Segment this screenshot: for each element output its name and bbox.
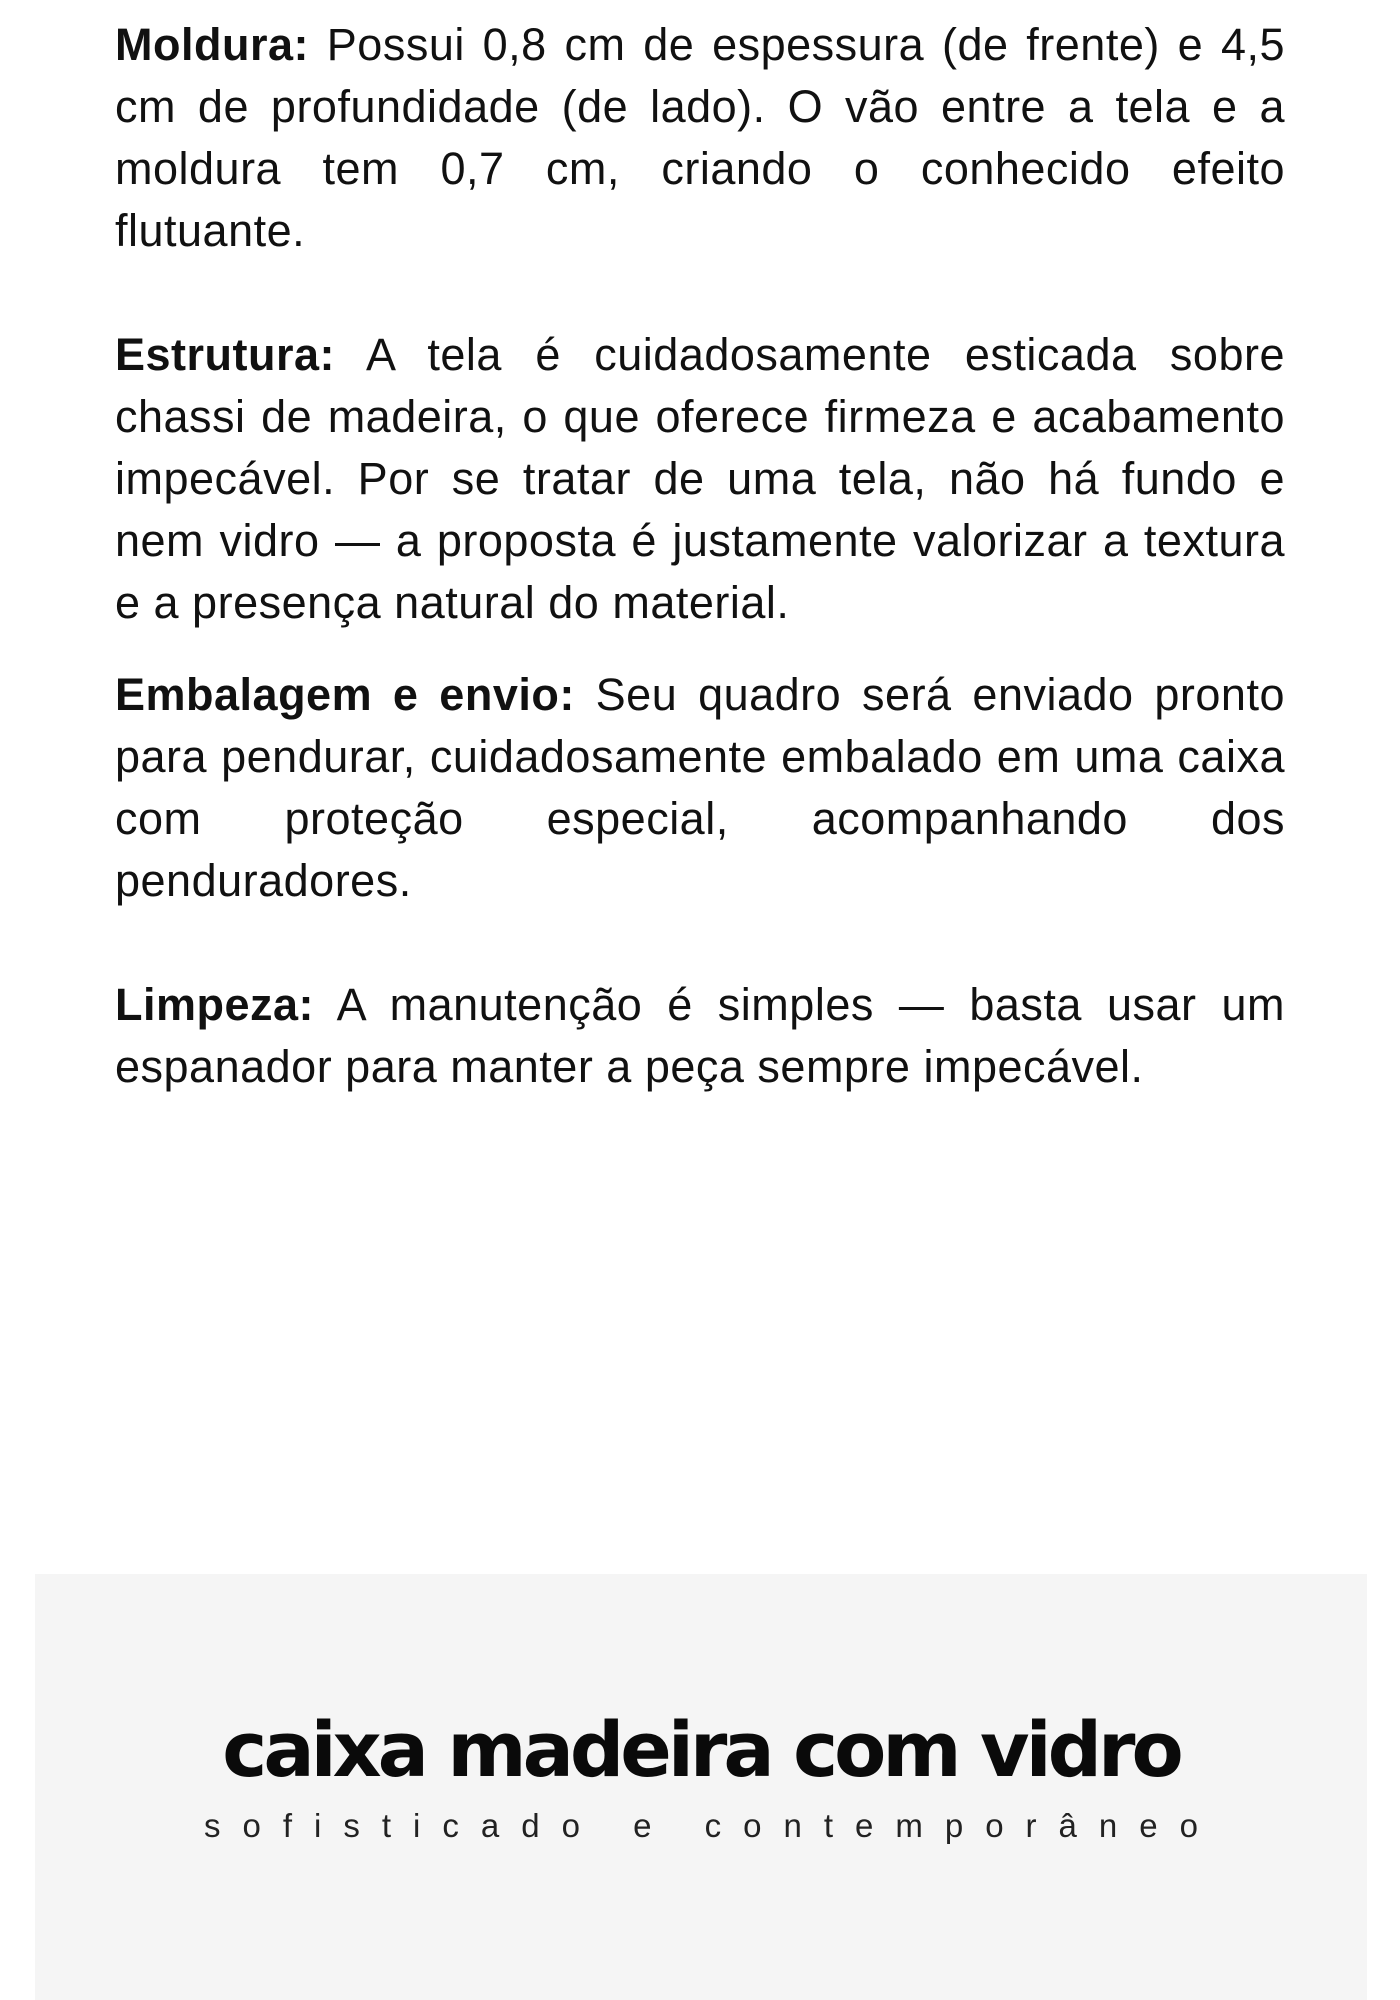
section-text: Seu quadro será enviado pronto para pendurar, cuidadosamente embalado em uma caixa com proteção especial, acompanhando dos penduradores. <box>115 669 1285 906</box>
collection-banner <box>35 1574 1367 2000</box>
section-label: Estrutura: <box>115 329 336 380</box>
banner-subtitle: sofisticado e contemporâneo <box>204 1807 1220 1844</box>
banner-title: caixa madeira com vidro <box>222 1705 1180 1794</box>
product-description <box>115 14 1285 1098</box>
section-label: Embalagem e envio: <box>115 669 575 720</box>
section-label: Moldura: <box>115 19 309 70</box>
section-limpeza <box>115 974 1285 1098</box>
section-embalagem <box>115 664 1285 912</box>
section-text: Possui 0,8 cm de espessura (de frente) e 4,5 cm de profundidade (de lado). O vão entre a tela e a moldura tem 0,7 cm, criando o conhecido efeito flutuante. <box>115 19 1285 256</box>
section-text: A manutenção é simples — basta usar um espanador para manter a peça sempre impecável. <box>115 979 1285 1092</box>
section-moldura <box>115 14 1285 262</box>
section-text: A tela é cuidadosamente esticada sobre chassi de madeira, o que oferece firmeza e acabamento impecável. Por se tratar de uma tela, não há fundo e nem vidro — a proposta é justamente valorizar a textura e a presença natural do material. <box>115 329 1285 628</box>
section-estrutura <box>115 324 1285 634</box>
section-label: Limpeza: <box>115 979 315 1030</box>
